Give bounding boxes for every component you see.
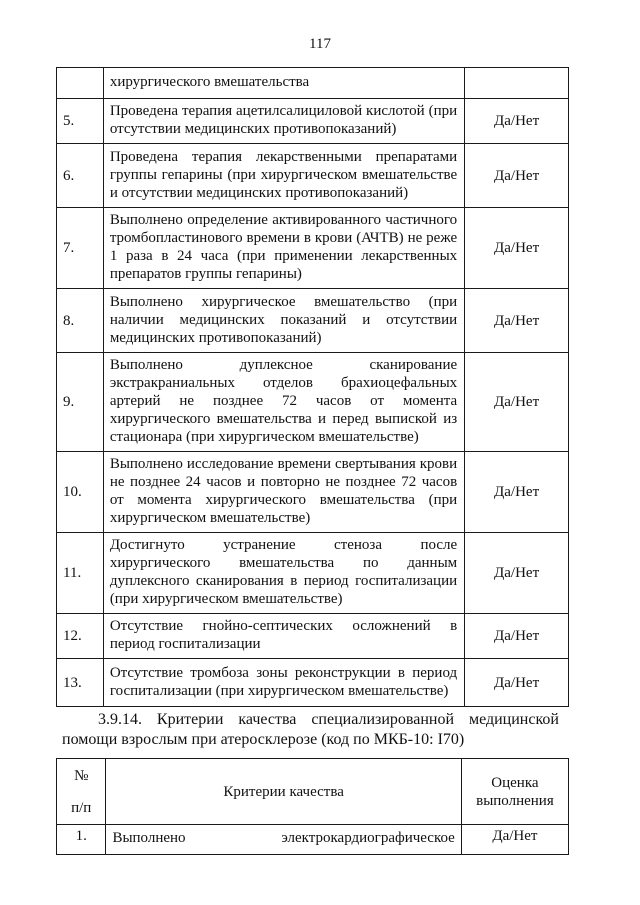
table-row <box>57 452 569 533</box>
criteria-table-continued <box>56 67 569 707</box>
assessment-value: Да/Нет <box>465 144 569 208</box>
criterion-text: Проведена терапия ацетилсалициловой кислотой (при отсутствии медицинских противопоказаний) <box>103 99 464 144</box>
table-row <box>57 614 569 659</box>
table-row <box>57 68 569 99</box>
criterion-word: Выполнено <box>112 830 186 846</box>
table-row <box>57 289 569 353</box>
column-header-number <box>57 759 106 825</box>
criterion-text: Отсутствие гнойно-септических осложнений в период госпитализации <box>103 614 464 659</box>
criterion-text: Отсутствие тромбоза зоны реконструкции в период госпитализации (при хирургическом вмешательстве) <box>103 659 464 707</box>
header-assessment-line1: Оценка <box>491 774 539 791</box>
table-row <box>57 659 569 707</box>
row-number: 1. <box>57 825 106 855</box>
row-number: 5. <box>57 99 104 144</box>
table-row <box>57 533 569 614</box>
row-number: 8. <box>57 289 104 353</box>
assessment-value: Да/Нет <box>465 452 569 533</box>
criterion-text: хирургического вмешательства <box>103 68 464 99</box>
assessment-value: Да/Нет <box>465 659 569 707</box>
header-num-abbrev: п/п <box>71 799 92 816</box>
criterion-text <box>106 825 461 855</box>
section-heading: 3.9.14. Критерии качества специализированной медицинской помощи взрослым при атеросклерозе (код по МКБ-10: I70) <box>62 711 559 748</box>
criterion-text: Выполнено дуплексное сканирование экстракраниальных отделов брахиоцефальных артерий не позднее 72 часов от момента хирургического вмешательства и перед выпиской из стационара (при хирургическом вмешательстве) <box>103 353 464 452</box>
assessment-value: Да/Нет <box>465 533 569 614</box>
criterion-word: электрокардиографическое <box>281 830 455 846</box>
table-row <box>57 144 569 208</box>
criterion-text: Проведена терапия лекарственными препаратами группы гепарины (при хирургическом вмешательстве и отсутствии медицинских противопоказаний) <box>103 144 464 208</box>
table-row <box>57 825 569 855</box>
header-num-symbol: № <box>74 767 89 784</box>
table-header-row <box>57 759 569 825</box>
assessment-value: Да/Нет <box>465 614 569 659</box>
row-number: 10. <box>57 452 104 533</box>
row-number: 7. <box>57 208 104 289</box>
criterion-text: Достигнуто устранение стеноза после хирургического вмешательства по данным дуплексного сканирования в период госпитализации (при хирургическом вмешательстве) <box>103 533 464 614</box>
assessment-value: Да/Нет <box>465 353 569 452</box>
criterion-text: Выполнено исследование времени свертывания крови не позднее 24 часов и повторно не позднее 72 часов от момента хирургического вмешательства (при хирургическом вмешательстве) <box>103 452 464 533</box>
row-number: 13. <box>57 659 104 707</box>
column-header-criteria: Критерии качества <box>106 759 461 825</box>
header-assessment-line2: выполнения <box>476 792 554 809</box>
row-number: 6. <box>57 144 104 208</box>
assessment-value: Да/Нет <box>465 289 569 353</box>
row-number: 9. <box>57 353 104 452</box>
criteria-table-atherosclerosis <box>56 758 569 855</box>
column-header-assessment <box>461 759 568 825</box>
criterion-text: Выполнено хирургическое вмешательство (при наличии медицинских показаний и отсутствии медицинских противопоказаний) <box>103 289 464 353</box>
row-number: 11. <box>57 533 104 614</box>
table-row <box>57 208 569 289</box>
row-number <box>57 68 104 99</box>
page-number: 117 <box>309 36 331 52</box>
assessment-value: Да/Нет <box>465 99 569 144</box>
table-row <box>57 353 569 452</box>
criterion-text: Выполнено определение активированного частичного тромбопластинового времени в крови (АЧТВ) не реже 1 раза в 24 часа (при применении лекарственных препаратов группы гепарины) <box>103 208 464 289</box>
assessment-value: Да/Нет <box>465 208 569 289</box>
row-number: 12. <box>57 614 104 659</box>
assessment-value <box>465 68 569 99</box>
assessment-value: Да/Нет <box>461 825 568 855</box>
table-row <box>57 99 569 144</box>
